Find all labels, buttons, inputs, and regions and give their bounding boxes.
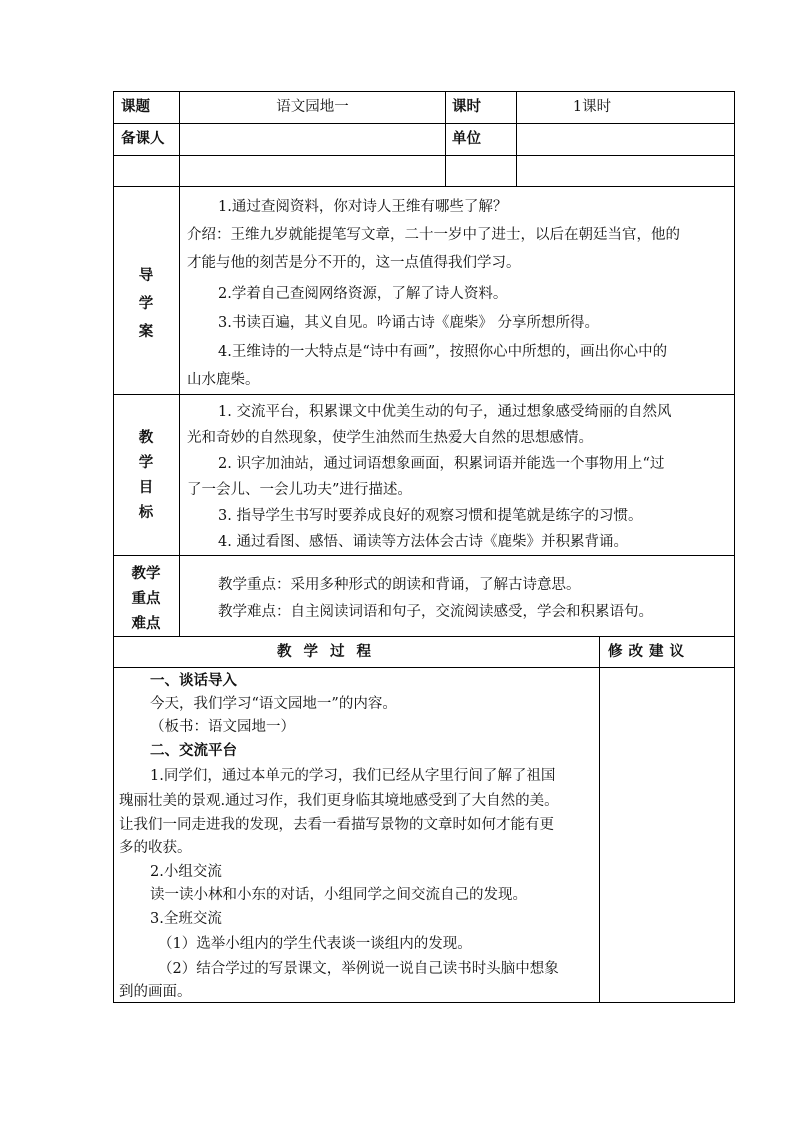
col-divider [445, 91, 446, 186]
preparer-label: 备课人 [121, 130, 165, 147]
goals-label-line: 标 [138, 504, 154, 521]
goals-line: 4. 通过看图、感悟、诵读等方法体会古诗《鹿柴》并积累背诵。 [218, 534, 628, 550]
focus-line: 教学难点：自主阅读词语和句子，交流阅读感受，学会和积累语句。 [218, 604, 653, 620]
topic-value: 语文园地一 [276, 99, 349, 115]
row-divider [113, 555, 735, 556]
focus-label [113, 561, 179, 636]
guide-line: 山水鹿柴。 [187, 372, 260, 388]
process-line: 一、谈话导入 [150, 672, 237, 689]
unit-label: 单位 [452, 130, 481, 147]
goals-label-line: 学 [138, 454, 154, 471]
goals-line: 光和奇妙的自然现象，使学生油然而生热爱大自然的思想感情。 [187, 430, 593, 446]
goals-line: 了一会儿、一会儿功夫”进行描述。 [187, 482, 412, 498]
process-line: （2）结合学过的写景课文，举例说一说自己读书时头脑中想象 [158, 961, 559, 977]
guide-label-line: 学 [138, 295, 154, 312]
goals-label [113, 425, 179, 525]
guide-label [113, 262, 179, 346]
hours-label: 课时 [452, 98, 481, 115]
suggest-title: 修改建议 [608, 643, 690, 660]
process-line: 多的收获。 [119, 840, 192, 856]
guide-line: 1.通过查阅资料，你对诗人王维有哪些了解？ [218, 199, 508, 215]
row-divider [113, 394, 735, 395]
guide-line: 2.学着自己查阅网络资源，了解了诗人资料。 [218, 286, 508, 302]
process-line: （1）选举小组内的学生代表谈一谈组内的发现。 [158, 936, 472, 952]
row-divider [113, 667, 735, 668]
focus-label-line: 教学 [131, 565, 161, 582]
guide-label-line: 导 [138, 267, 154, 284]
goals-line: 3. 指导学生书写时要养成良好的观察习惯和提笔就是练字的习惯。 [218, 508, 643, 524]
process-line: 读一读小林和小东的对话，小组同学之间交流自己的发现。 [150, 887, 527, 903]
guide-line: 4.王维诗的一大特点是“诗中有画”，按照你心中所想的，画出你心中的 [218, 344, 668, 360]
process-line: 2.小组交流 [150, 864, 222, 880]
goals-line: 2. 识字加油站，通过词语想象画面，积累词语并能选一个事物用上“过 [218, 456, 665, 472]
focus-label-line: 难点 [131, 615, 161, 632]
col-divider [179, 91, 180, 636]
row-divider [113, 636, 735, 637]
goals-label-line: 教 [138, 429, 154, 446]
process-line: 3.全班交流 [150, 911, 222, 927]
guide-line: 才能与他的刻苦是分不开的，这一点值得我们学习。 [187, 255, 521, 271]
focus-label-line: 重点 [131, 590, 161, 607]
guide-label-line: 案 [138, 323, 154, 340]
row-divider [113, 123, 735, 124]
row-divider [113, 155, 735, 156]
hours-value: 1课时 [572, 99, 612, 115]
process-line: 今天，我们学习“语文园地一”的内容。 [150, 696, 397, 712]
process-line: 二、交流平台 [150, 742, 237, 759]
process-line: 让我们一同走进我的发现，去看一看描写景物的文章时如何才能有更 [119, 817, 554, 833]
col-divider [599, 636, 600, 1003]
focus-line: 教学重点：采用多种形式的朗读和背诵，了解古诗意思。 [218, 577, 581, 593]
row-divider [113, 186, 735, 187]
process-line: 1.同学们，通过本单元的学习，我们已经从字里行间了解了祖国 [150, 768, 556, 784]
process-title: 教学过程 [277, 643, 383, 660]
topic-label: 课题 [121, 98, 150, 115]
process-line: （板书：语文园地一） [150, 719, 295, 735]
guide-line: 3.书读百遍，其义自见。吟诵古诗《鹿柴》 分享所想所得。 [218, 315, 599, 331]
goals-label-line: 目 [138, 479, 154, 496]
process-line: 到的画面。 [119, 984, 192, 1000]
goals-line: 1. 交流平台，积累课文中优美生动的句子，通过想象感受绮丽的自然风 [218, 404, 672, 420]
process-line: 瑰丽壮美的景观.通过习作，我们更身临其境地感受到了大自然的美。 [119, 793, 559, 809]
guide-line: 介绍：王维九岁就能提笔写文章，二十一岁中了进士，以后在朝廷当官，他的 [187, 227, 680, 243]
